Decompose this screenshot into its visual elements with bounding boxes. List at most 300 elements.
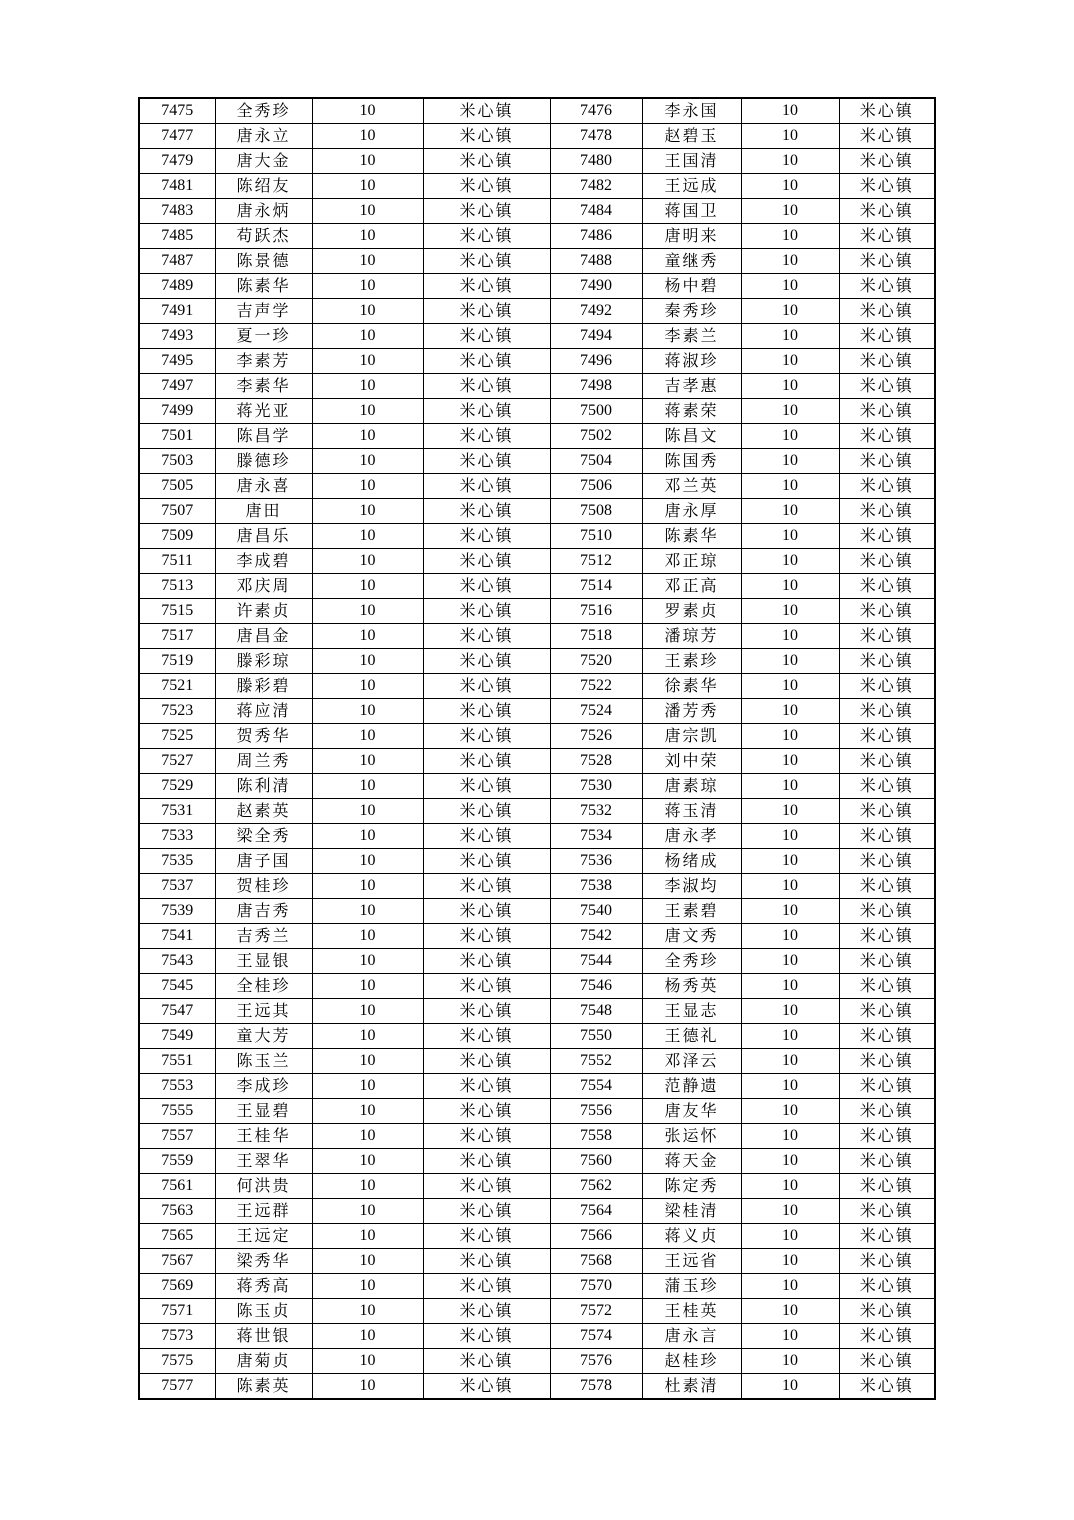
amount-cell: 10 (312, 1099, 423, 1124)
town-cell: 米心镇 (423, 949, 550, 974)
person-name-cell: 杨中碧 (642, 274, 741, 299)
amount-cell: 10 (312, 899, 423, 924)
amount-cell: 10 (741, 1199, 839, 1224)
record-id-cell: 7532 (550, 799, 642, 824)
town-cell: 米心镇 (839, 1024, 935, 1049)
amount-cell: 10 (312, 499, 423, 524)
person-name-cell: 范静遗 (642, 1074, 741, 1099)
record-id-cell: 7500 (550, 399, 642, 424)
table-row (139, 474, 935, 499)
record-id-cell: 7526 (550, 724, 642, 749)
record-id-cell: 7512 (550, 549, 642, 574)
town-cell: 米心镇 (839, 1049, 935, 1074)
person-name-cell: 秦秀珍 (642, 299, 741, 324)
table-row (139, 699, 935, 724)
amount-cell: 10 (312, 274, 423, 299)
table-row (139, 499, 935, 524)
town-cell: 米心镇 (423, 98, 550, 124)
person-name-cell: 蒋光亚 (215, 399, 312, 424)
record-id-cell: 7549 (139, 1024, 215, 1049)
amount-cell: 10 (741, 1224, 839, 1249)
person-name-cell: 潘芳秀 (642, 699, 741, 724)
town-cell: 米心镇 (423, 299, 550, 324)
town-cell: 米心镇 (423, 449, 550, 474)
amount-cell: 10 (312, 949, 423, 974)
table-row (139, 124, 935, 149)
amount-cell: 10 (312, 124, 423, 149)
record-id-cell: 7558 (550, 1124, 642, 1149)
person-name-cell: 梁桂清 (642, 1199, 741, 1224)
person-name-cell: 唐菊贞 (215, 1349, 312, 1374)
town-cell: 米心镇 (839, 574, 935, 599)
person-name-cell: 蒋义贞 (642, 1224, 741, 1249)
person-name-cell: 蒋应清 (215, 699, 312, 724)
person-name-cell: 王桂英 (642, 1299, 741, 1324)
amount-cell: 10 (312, 1149, 423, 1174)
table-row (139, 98, 935, 124)
amount-cell: 10 (312, 149, 423, 174)
record-id-cell: 7576 (550, 1349, 642, 1374)
record-id-cell: 7545 (139, 974, 215, 999)
town-cell: 米心镇 (423, 649, 550, 674)
amount-cell: 10 (741, 1374, 839, 1400)
town-cell: 米心镇 (839, 299, 935, 324)
person-name-cell: 唐永炳 (215, 199, 312, 224)
town-cell: 米心镇 (423, 774, 550, 799)
amount-cell: 10 (741, 174, 839, 199)
person-name-cell: 贺秀华 (215, 724, 312, 749)
amount-cell: 10 (741, 274, 839, 299)
amount-cell: 10 (312, 524, 423, 549)
person-name-cell: 童继秀 (642, 249, 741, 274)
record-id-cell: 7567 (139, 1249, 215, 1274)
amount-cell: 10 (741, 424, 839, 449)
record-id-cell: 7483 (139, 199, 215, 224)
town-cell: 米心镇 (839, 599, 935, 624)
town-cell: 米心镇 (423, 749, 550, 774)
record-id-cell: 7533 (139, 824, 215, 849)
town-cell: 米心镇 (839, 1299, 935, 1324)
amount-cell: 10 (741, 624, 839, 649)
town-cell: 米心镇 (839, 1249, 935, 1274)
person-name-cell: 唐永厚 (642, 499, 741, 524)
table-row (139, 1274, 935, 1299)
table-row (139, 274, 935, 299)
town-cell: 米心镇 (839, 1324, 935, 1349)
person-name-cell: 张运怀 (642, 1124, 741, 1149)
record-id-cell: 7566 (550, 1224, 642, 1249)
amount-cell: 10 (312, 249, 423, 274)
person-name-cell: 王显志 (642, 999, 741, 1024)
person-name-cell: 唐永立 (215, 124, 312, 149)
town-cell: 米心镇 (423, 1174, 550, 1199)
town-cell: 米心镇 (839, 1074, 935, 1099)
record-id-cell: 7508 (550, 499, 642, 524)
person-name-cell: 苟跃杰 (215, 224, 312, 249)
person-name-cell: 唐永孝 (642, 824, 741, 849)
person-name-cell: 全秀珍 (642, 949, 741, 974)
table-row (139, 749, 935, 774)
record-id-cell: 7564 (550, 1199, 642, 1224)
town-cell: 米心镇 (839, 349, 935, 374)
person-name-cell: 陈利清 (215, 774, 312, 799)
record-id-cell: 7520 (550, 649, 642, 674)
town-cell: 米心镇 (423, 474, 550, 499)
amount-cell: 10 (741, 974, 839, 999)
amount-cell: 10 (312, 349, 423, 374)
person-name-cell: 蒋秀高 (215, 1274, 312, 1299)
person-name-cell: 许素贞 (215, 599, 312, 624)
table-row (139, 874, 935, 899)
amount-cell: 10 (741, 524, 839, 549)
town-cell: 米心镇 (839, 1224, 935, 1249)
person-name-cell: 杨秀英 (642, 974, 741, 999)
record-id-cell: 7523 (139, 699, 215, 724)
person-name-cell: 蒋素荣 (642, 399, 741, 424)
record-id-cell: 7555 (139, 1099, 215, 1124)
record-id-cell: 7574 (550, 1324, 642, 1349)
town-cell: 米心镇 (423, 1099, 550, 1124)
record-id-cell: 7480 (550, 149, 642, 174)
amount-cell: 10 (741, 874, 839, 899)
town-cell: 米心镇 (423, 724, 550, 749)
record-id-cell: 7529 (139, 774, 215, 799)
person-name-cell: 刘中荣 (642, 749, 741, 774)
person-name-cell: 杨绪成 (642, 849, 741, 874)
record-id-cell: 7481 (139, 174, 215, 199)
table-row (139, 599, 935, 624)
record-id-cell: 7525 (139, 724, 215, 749)
town-cell: 米心镇 (839, 674, 935, 699)
record-id-cell: 7578 (550, 1374, 642, 1400)
table-row (139, 224, 935, 249)
person-name-cell: 徐素华 (642, 674, 741, 699)
amount-cell: 10 (312, 749, 423, 774)
town-cell: 米心镇 (839, 1199, 935, 1224)
amount-cell: 10 (312, 824, 423, 849)
table-row (139, 824, 935, 849)
record-id-cell: 7522 (550, 674, 642, 699)
person-name-cell: 王桂华 (215, 1124, 312, 1149)
amount-cell: 10 (741, 1324, 839, 1349)
town-cell: 米心镇 (423, 1324, 550, 1349)
record-id-cell: 7538 (550, 874, 642, 899)
record-id-cell: 7568 (550, 1249, 642, 1274)
town-cell: 米心镇 (839, 249, 935, 274)
person-name-cell: 邓正高 (642, 574, 741, 599)
record-id-cell: 7524 (550, 699, 642, 724)
amount-cell: 10 (312, 599, 423, 624)
town-cell: 米心镇 (839, 1349, 935, 1374)
table-row (139, 774, 935, 799)
record-id-cell: 7513 (139, 574, 215, 599)
town-cell: 米心镇 (423, 1024, 550, 1049)
amount-cell: 10 (312, 424, 423, 449)
town-cell: 米心镇 (839, 824, 935, 849)
town-cell: 米心镇 (423, 574, 550, 599)
person-name-cell: 邓庆周 (215, 574, 312, 599)
amount-cell: 10 (741, 149, 839, 174)
record-id-cell: 7542 (550, 924, 642, 949)
person-name-cell: 赵碧玉 (642, 124, 741, 149)
record-id-cell: 7515 (139, 599, 215, 624)
roster-table (138, 97, 936, 1400)
record-id-cell: 7516 (550, 599, 642, 624)
person-name-cell: 梁全秀 (215, 824, 312, 849)
amount-cell: 10 (312, 324, 423, 349)
town-cell: 米心镇 (839, 624, 935, 649)
person-name-cell: 陈景德 (215, 249, 312, 274)
table-row (139, 1124, 935, 1149)
person-name-cell: 陈素英 (215, 1374, 312, 1400)
record-id-cell: 7531 (139, 799, 215, 824)
person-name-cell: 王国清 (642, 149, 741, 174)
amount-cell: 10 (741, 1274, 839, 1299)
amount-cell: 10 (741, 499, 839, 524)
town-cell: 米心镇 (839, 98, 935, 124)
record-id-cell: 7544 (550, 949, 642, 974)
amount-cell: 10 (312, 1024, 423, 1049)
town-cell: 米心镇 (423, 274, 550, 299)
record-id-cell: 7494 (550, 324, 642, 349)
amount-cell: 10 (741, 724, 839, 749)
record-id-cell: 7505 (139, 474, 215, 499)
amount-cell: 10 (741, 824, 839, 849)
town-cell: 米心镇 (839, 174, 935, 199)
amount-cell: 10 (312, 724, 423, 749)
person-name-cell: 唐文秀 (642, 924, 741, 949)
table-row (139, 1074, 935, 1099)
amount-cell: 10 (741, 699, 839, 724)
town-cell: 米心镇 (839, 849, 935, 874)
amount-cell: 10 (312, 849, 423, 874)
town-cell: 米心镇 (423, 899, 550, 924)
town-cell: 米心镇 (423, 1299, 550, 1324)
record-id-cell: 7537 (139, 874, 215, 899)
amount-cell: 10 (741, 249, 839, 274)
record-id-cell: 7493 (139, 324, 215, 349)
person-name-cell: 王翠华 (215, 1149, 312, 1174)
person-name-cell: 陈玉兰 (215, 1049, 312, 1074)
record-id-cell: 7476 (550, 98, 642, 124)
person-name-cell: 唐昌金 (215, 624, 312, 649)
person-name-cell: 滕德珍 (215, 449, 312, 474)
amount-cell: 10 (741, 1074, 839, 1099)
table-row (139, 1049, 935, 1074)
person-name-cell: 李成碧 (215, 549, 312, 574)
amount-cell: 10 (312, 1249, 423, 1274)
town-cell: 米心镇 (839, 649, 935, 674)
town-cell: 米心镇 (839, 474, 935, 499)
amount-cell: 10 (741, 299, 839, 324)
table-row (139, 1149, 935, 1174)
amount-cell: 10 (312, 98, 423, 124)
record-id-cell: 7527 (139, 749, 215, 774)
person-name-cell: 赵素英 (215, 799, 312, 824)
town-cell: 米心镇 (839, 1099, 935, 1124)
person-name-cell: 王远定 (215, 1224, 312, 1249)
table-row (139, 349, 935, 374)
person-name-cell: 夏一珍 (215, 324, 312, 349)
amount-cell: 10 (312, 674, 423, 699)
record-id-cell: 7539 (139, 899, 215, 924)
amount-cell: 10 (312, 224, 423, 249)
town-cell: 米心镇 (839, 1149, 935, 1174)
record-id-cell: 7561 (139, 1174, 215, 1199)
table-row (139, 574, 935, 599)
person-name-cell: 唐吉秀 (215, 899, 312, 924)
person-name-cell: 唐友华 (642, 1099, 741, 1124)
person-name-cell: 唐素琼 (642, 774, 741, 799)
record-id-cell: 7489 (139, 274, 215, 299)
table-row (139, 724, 935, 749)
town-cell: 米心镇 (423, 1224, 550, 1249)
table-row (139, 1374, 935, 1400)
person-name-cell: 蒋玉清 (642, 799, 741, 824)
amount-cell: 10 (312, 1049, 423, 1074)
table-row (139, 1174, 935, 1199)
town-cell: 米心镇 (423, 424, 550, 449)
amount-cell: 10 (312, 299, 423, 324)
amount-cell: 10 (741, 1024, 839, 1049)
record-id-cell: 7498 (550, 374, 642, 399)
table-row (139, 924, 935, 949)
record-id-cell: 7499 (139, 399, 215, 424)
table-row (139, 249, 935, 274)
amount-cell: 10 (312, 1324, 423, 1349)
record-id-cell: 7552 (550, 1049, 642, 1074)
record-id-cell: 7557 (139, 1124, 215, 1149)
town-cell: 米心镇 (423, 524, 550, 549)
town-cell: 米心镇 (423, 824, 550, 849)
town-cell: 米心镇 (423, 1074, 550, 1099)
table-row (139, 974, 935, 999)
table-row (139, 299, 935, 324)
record-id-cell: 7518 (550, 624, 642, 649)
amount-cell: 10 (741, 98, 839, 124)
table-row (139, 149, 935, 174)
record-id-cell: 7546 (550, 974, 642, 999)
town-cell: 米心镇 (423, 224, 550, 249)
amount-cell: 10 (312, 474, 423, 499)
record-id-cell: 7502 (550, 424, 642, 449)
person-name-cell: 蒲玉珍 (642, 1274, 741, 1299)
person-name-cell: 王显碧 (215, 1099, 312, 1124)
record-id-cell: 7504 (550, 449, 642, 474)
town-cell: 米心镇 (423, 124, 550, 149)
town-cell: 米心镇 (423, 199, 550, 224)
record-id-cell: 7551 (139, 1049, 215, 1074)
record-id-cell: 7491 (139, 299, 215, 324)
person-name-cell: 赵桂珍 (642, 1349, 741, 1374)
town-cell: 米心镇 (839, 924, 935, 949)
person-name-cell: 李素芳 (215, 349, 312, 374)
person-name-cell: 滕彩碧 (215, 674, 312, 699)
record-id-cell: 7541 (139, 924, 215, 949)
person-name-cell: 李淑均 (642, 874, 741, 899)
person-name-cell: 蒋天金 (642, 1149, 741, 1174)
town-cell: 米心镇 (839, 899, 935, 924)
amount-cell: 10 (312, 1299, 423, 1324)
town-cell: 米心镇 (839, 1374, 935, 1400)
town-cell: 米心镇 (423, 1124, 550, 1149)
record-id-cell: 7559 (139, 1149, 215, 1174)
record-id-cell: 7511 (139, 549, 215, 574)
town-cell: 米心镇 (839, 374, 935, 399)
amount-cell: 10 (312, 974, 423, 999)
person-name-cell: 王素珍 (642, 649, 741, 674)
record-id-cell: 7570 (550, 1274, 642, 1299)
amount-cell: 10 (741, 599, 839, 624)
record-id-cell: 7485 (139, 224, 215, 249)
record-id-cell: 7477 (139, 124, 215, 149)
record-id-cell: 7553 (139, 1074, 215, 1099)
town-cell: 米心镇 (839, 549, 935, 574)
person-name-cell: 全秀珍 (215, 98, 312, 124)
person-name-cell: 蒋淑珍 (642, 349, 741, 374)
record-id-cell: 7488 (550, 249, 642, 274)
table-row (139, 1349, 935, 1374)
record-id-cell: 7536 (550, 849, 642, 874)
amount-cell: 10 (312, 699, 423, 724)
person-name-cell: 陈素华 (215, 274, 312, 299)
amount-cell: 10 (741, 1049, 839, 1074)
person-name-cell: 唐田 (215, 499, 312, 524)
table-row (139, 524, 935, 549)
town-cell: 米心镇 (839, 324, 935, 349)
town-cell: 米心镇 (839, 499, 935, 524)
town-cell: 米心镇 (423, 1149, 550, 1174)
town-cell: 米心镇 (839, 1124, 935, 1149)
amount-cell: 10 (312, 1224, 423, 1249)
amount-cell: 10 (741, 224, 839, 249)
person-name-cell: 陈昌文 (642, 424, 741, 449)
table-row (139, 374, 935, 399)
record-id-cell: 7506 (550, 474, 642, 499)
town-cell: 米心镇 (423, 174, 550, 199)
record-id-cell: 7534 (550, 824, 642, 849)
town-cell: 米心镇 (423, 874, 550, 899)
town-cell: 米心镇 (839, 1174, 935, 1199)
amount-cell: 10 (741, 774, 839, 799)
person-name-cell: 陈素华 (642, 524, 741, 549)
person-name-cell: 王远群 (215, 1199, 312, 1224)
person-name-cell: 李素兰 (642, 324, 741, 349)
amount-cell: 10 (312, 1374, 423, 1400)
record-id-cell: 7562 (550, 1174, 642, 1199)
person-name-cell: 蒋国卫 (642, 199, 741, 224)
table-row (139, 174, 935, 199)
record-id-cell: 7509 (139, 524, 215, 549)
record-id-cell: 7563 (139, 1199, 215, 1224)
town-cell: 米心镇 (423, 974, 550, 999)
amount-cell: 10 (741, 899, 839, 924)
town-cell: 米心镇 (839, 974, 935, 999)
record-id-cell: 7554 (550, 1074, 642, 1099)
person-name-cell: 王显银 (215, 949, 312, 974)
town-cell: 米心镇 (839, 224, 935, 249)
town-cell: 米心镇 (839, 199, 935, 224)
amount-cell: 10 (741, 399, 839, 424)
person-name-cell: 唐大金 (215, 149, 312, 174)
amount-cell: 10 (741, 649, 839, 674)
record-id-cell: 7572 (550, 1299, 642, 1324)
amount-cell: 10 (312, 574, 423, 599)
amount-cell: 10 (741, 949, 839, 974)
amount-cell: 10 (312, 449, 423, 474)
town-cell: 米心镇 (423, 1274, 550, 1299)
record-id-cell: 7540 (550, 899, 642, 924)
